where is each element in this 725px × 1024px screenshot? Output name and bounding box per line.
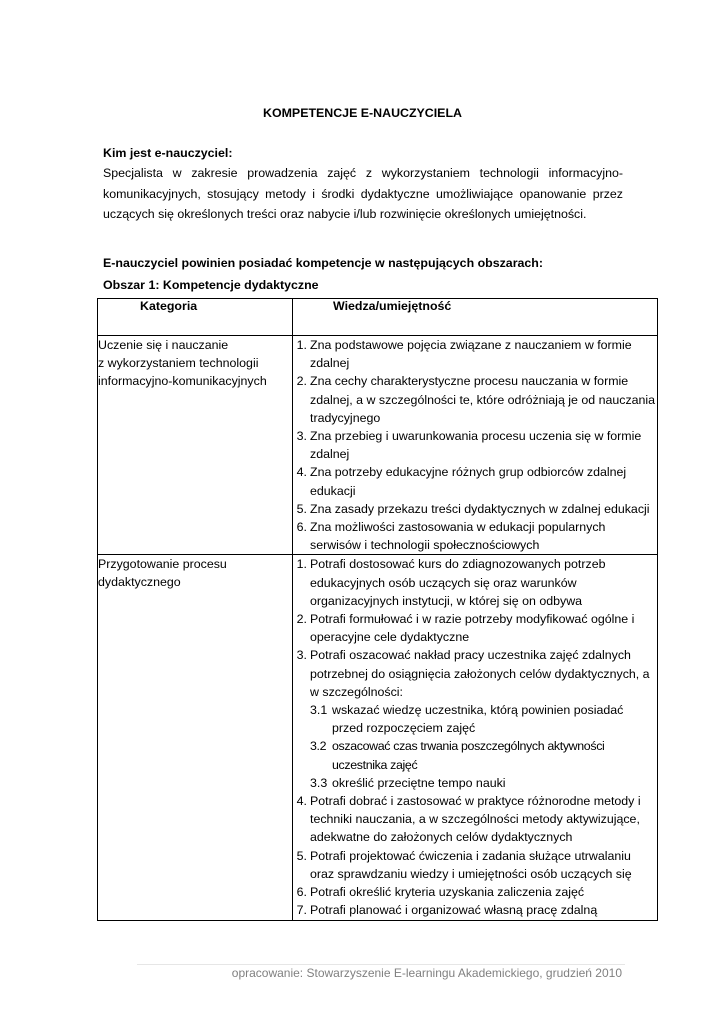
item-number: 1. bbox=[296, 338, 307, 352]
item-number: 7. bbox=[296, 903, 307, 918]
item-text: Potrafi określić kryteria uzyskania zaliczenia zajęć bbox=[310, 885, 585, 900]
item-text: Zna możliwości zastosowania w edukacji popularnych serwisów i technologii społecznościowych bbox=[310, 520, 606, 553]
item-number: 6. bbox=[296, 520, 307, 535]
list-item bbox=[293, 463, 657, 499]
sub-item-number: 3.2 bbox=[310, 739, 327, 754]
sub-item-number: 3.3 bbox=[310, 775, 328, 790]
area-1-heading: Obszar 1: Kompetencje dydaktyczne bbox=[103, 278, 319, 292]
item-text: Potrafi formułować i w razie potrzeby modyfikować ogólne i operacyjne cele dydaktyczne bbox=[310, 612, 635, 645]
header-category: Kategoria bbox=[98, 299, 293, 336]
list-item bbox=[293, 646, 657, 792]
item-number: 2. bbox=[296, 374, 307, 389]
sub-item-text: określić przeciętne tempo nauki bbox=[332, 775, 506, 790]
table-row bbox=[98, 555, 658, 920]
item-text: Zna cechy charakterystyczne procesu nauczania w formie zdalnej, a w szczególności te, które odróżniają je od nauczania tradycyjnego bbox=[310, 374, 656, 425]
list-item bbox=[293, 610, 657, 646]
skills-list bbox=[293, 555, 657, 919]
list-item bbox=[293, 901, 657, 919]
item-number: 4. bbox=[296, 794, 307, 809]
item-text: Zna przebieg i uwarunkowania procesu uczenia się w formie zdalnej bbox=[310, 429, 642, 462]
category-line: informacyjno-komunikacyjnych bbox=[98, 374, 267, 388]
item-text: Potrafi oszacować nakład pracy uczestnika zajęć zdalnych potrzebnej do osiągnięcia założonych celów dydaktycznych, a w szczególności: bbox=[310, 648, 650, 699]
category-line: dydaktycznego bbox=[98, 575, 181, 590]
items-cell bbox=[293, 336, 658, 555]
competencies-table bbox=[97, 298, 658, 921]
sub-item bbox=[310, 737, 657, 773]
item-text: Potrafi projektować ćwiczenia i zadania służące utrwalaniu oraz sprawdzaniu wiedzy i umiejętności osób uczących się bbox=[310, 848, 632, 881]
footer-divider bbox=[137, 964, 625, 965]
item-number: 1. bbox=[296, 557, 307, 572]
footer-note: opracowanie: Stowarzyszenie E-learningu Akademickiego, grudzień 2010 bbox=[231, 966, 622, 980]
item-number: 4. bbox=[296, 465, 307, 480]
category-line: Przygotowanie procesu bbox=[98, 557, 227, 572]
item-text: Zna potrzeby edukacyjne różnych grup odbiorców zdalnej edukacji bbox=[310, 465, 627, 498]
list-item bbox=[293, 555, 657, 610]
list-item bbox=[293, 336, 657, 372]
item-number: 3. bbox=[296, 648, 307, 663]
document-title: KOMPETENCJE E-NAUCZYCIELA bbox=[263, 106, 462, 120]
item-number: 3. bbox=[296, 429, 307, 444]
list-item bbox=[293, 518, 657, 554]
item-number: 2. bbox=[296, 612, 307, 627]
table-row bbox=[98, 336, 658, 555]
sub-list bbox=[310, 701, 657, 792]
item-text: Zna zasady przekazu treści dydaktycznych w zdalnej edukacji bbox=[310, 501, 650, 516]
list-item bbox=[293, 883, 657, 901]
sub-item-text: oszacować czas trwania poszczególnych aktywności uczestnika zajęć bbox=[332, 739, 605, 772]
sub-item-text: wskazać wiedzę uczestnika, którą powinien posiadać przed rozpoczęciem zajęć bbox=[332, 703, 624, 736]
list-item bbox=[293, 427, 657, 463]
item-text: Potrafi planować i organizować własną pracę zdalną bbox=[310, 903, 598, 918]
item-text: Zna podstawowe pojęcia związane z nauczaniem w formie zdalnej bbox=[310, 338, 632, 371]
item-number: 5. bbox=[296, 501, 307, 516]
areas-heading: E-nauczyciel powinien posiadać kompetencje w następujących obszarach: bbox=[103, 256, 544, 270]
item-text: Potrafi dobrać i zastosować w praktyce różnorodne metody i techniki nauczania, a w szczególności metody aktywizujące, adekwatne do założonych celów dydaktycznych bbox=[310, 794, 641, 845]
list-item bbox=[293, 792, 657, 847]
category-line: z wykorzystaniem technologii bbox=[98, 356, 259, 370]
category-cell bbox=[98, 336, 293, 555]
header-knowledge: Wiedza/umiejętność bbox=[293, 299, 658, 336]
table-header-row bbox=[98, 299, 658, 336]
list-item bbox=[293, 500, 657, 518]
items-cell bbox=[293, 555, 658, 920]
item-number: 6. bbox=[296, 885, 307, 900]
item-number: 5. bbox=[296, 848, 307, 863]
intro-paragraph: Specjalista w zakresie prowadzenia zajęć z wykorzystaniem technologii informacyjno-komunikacyjnych, stosujący metody i środki dydaktyczne umożliwiające opanowanie przez uczących się określonych treści oraz nabycie i/lub rozwinięcie określonych umiejętności. bbox=[103, 166, 623, 221]
intro-heading: Kim jest e-nauczyciel: bbox=[103, 146, 233, 160]
item-text: Potrafi dostosować kurs do zdiagnozowanych potrzeb edukacyjnych osób uczących się oraz warunków organizacyjnych instytucji, w której się on odbywa bbox=[310, 557, 606, 608]
sub-item bbox=[310, 701, 657, 737]
list-item bbox=[293, 372, 657, 427]
knowledge-list bbox=[293, 336, 657, 554]
category-cell bbox=[98, 555, 293, 920]
list-item bbox=[293, 847, 657, 883]
sub-item bbox=[310, 774, 657, 792]
category-line: Uczenie się i nauczanie bbox=[98, 338, 229, 352]
sub-item-number: 3.1 bbox=[310, 703, 328, 718]
